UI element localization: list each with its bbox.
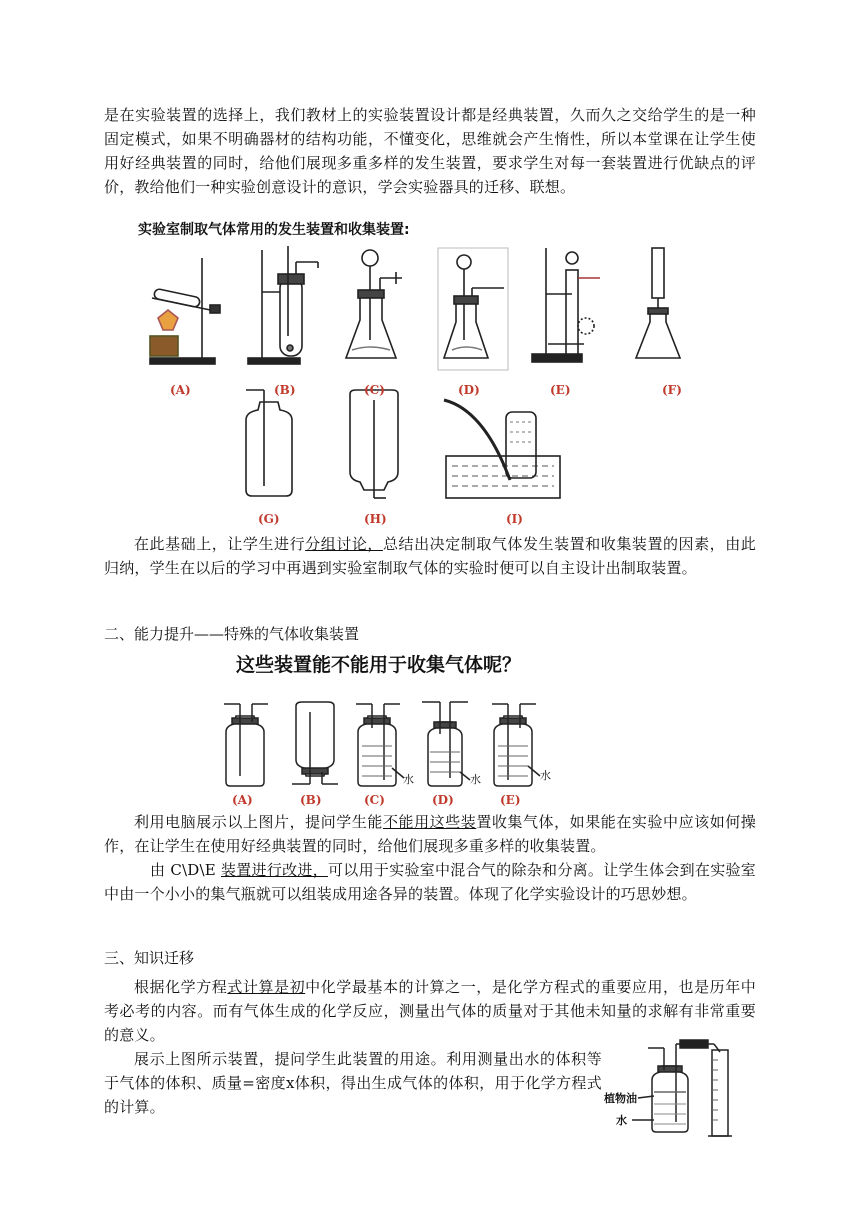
apparatus-c — [346, 250, 402, 358]
underlined-text: 分组讨论， — [305, 535, 383, 553]
bottle-a — [224, 704, 268, 786]
bottle-b — [292, 702, 338, 784]
text-run: 由 C\D\E — [150, 861, 221, 879]
label-g: (G) — [258, 512, 280, 526]
apparatus-e — [532, 248, 600, 362]
label-b: (B) — [274, 383, 296, 397]
label-e: (E) — [500, 793, 521, 807]
bottle-d — [422, 702, 470, 786]
apparatus-figure — [140, 240, 710, 530]
bottle-c — [356, 704, 404, 786]
apparatus-a — [150, 258, 220, 364]
underlined-text: 不能用这些装 — [382, 813, 477, 831]
apparatus-d — [438, 248, 508, 370]
bottle-e — [492, 704, 540, 786]
section-heading-2: 二、能力提升——特殊的气体收集装置 — [104, 625, 360, 643]
label-d: (D) — [432, 793, 454, 807]
label-a: (A) — [232, 793, 253, 807]
water-label: 水 — [616, 1114, 627, 1127]
text-run: 总结出决定制取气体发生装置和收集装置的因素，由此归纳，学生在以后的学习中再遇到实验室制取气体的实验时便可以自主设计出制取装置。 — [104, 535, 756, 577]
apparatus-h — [350, 390, 398, 498]
apparatus-b — [248, 246, 318, 364]
label-b: (B) — [300, 793, 322, 807]
text-run: 根据化学方程 — [134, 978, 228, 996]
text-run: 中化学最基本的计算之一，是化学方程式的重要应用，也是历年中考必考的内容。而有气体生成的化学反应，测量出气体的质量对于其他未知量的求解有非常重要的意义。 — [104, 978, 756, 1044]
text-run: 可以用于实验室中混合气的除杂和分离。让学生体会到在实验室中由一个小小的集气瓶就可以组装成用途各异的装置。体现了化学实验设计的巧思妙想。 — [104, 861, 756, 903]
paragraph-discussion — [104, 532, 756, 580]
text-run: 在此基础上，让学生进行 — [134, 535, 306, 553]
figure2-title: 这些装置能不能用于收集气体呢？ — [236, 654, 522, 676]
paragraph-device-use: 展示上图所示装置，提问学生此装置的用途。利用测量出水的体积等于气体的体积、质量=密度x体积，得出生成气体的体积，用于化学方程式的计算。 — [104, 1050, 602, 1116]
apparatus-f — [636, 248, 680, 358]
apparatus-g — [246, 390, 292, 496]
water-label-d: 水 — [470, 773, 481, 786]
text-run: 利用电脑展示以上图片，提问学生能 — [134, 813, 383, 831]
water-label-e: 水 — [540, 769, 551, 782]
label-e: (E) — [550, 383, 571, 397]
text-run: 置收集气体，如果能在实验中应该如何操作，在让学生在使用好经典装置的同时，给他们展现多重多样的收集装置。 — [104, 813, 757, 855]
apparatus-i — [444, 400, 560, 498]
figure1-title: 实验室制取气体常用的发生装置和收集装置: — [138, 222, 410, 238]
label-d: (D) — [458, 383, 480, 397]
paragraph-improvement — [104, 858, 756, 906]
underlined-text: 式计算是初 — [227, 978, 306, 996]
label-c: (C) — [364, 793, 385, 807]
oil-label: 植物油 — [604, 1092, 637, 1105]
paragraph-intro: 是在实验装置的选择上，我们教材上的实验装置设计都是经典装置，久而久之交给学生的是一种固定模式，如果不明确器材的结构功能，不懂变化，思维就会产生惰性，所以本堂课在让学生使用好经典装置的同时，给他们展现多重多样的发生装置，要求学生对每一套装置进行优缺点的评价，教给他们一种实验创意设计的意识，学会实验器具的迁移、联想。 — [104, 106, 756, 196]
water-label-c: 水 — [403, 773, 414, 786]
label-a: (A) — [170, 383, 191, 397]
label-h: (H) — [364, 512, 387, 526]
gas-volume-apparatus — [604, 1036, 744, 1140]
label-c: (C) — [364, 383, 385, 397]
label-f: (F) — [662, 383, 682, 397]
underlined-text: 装置进行改进， — [220, 861, 328, 879]
paragraph-computer-display — [104, 810, 756, 858]
section-heading-3: 三、知识迁移 — [104, 949, 195, 967]
label-i: (I) — [506, 512, 523, 526]
collection-bottles-figure — [214, 694, 554, 812]
